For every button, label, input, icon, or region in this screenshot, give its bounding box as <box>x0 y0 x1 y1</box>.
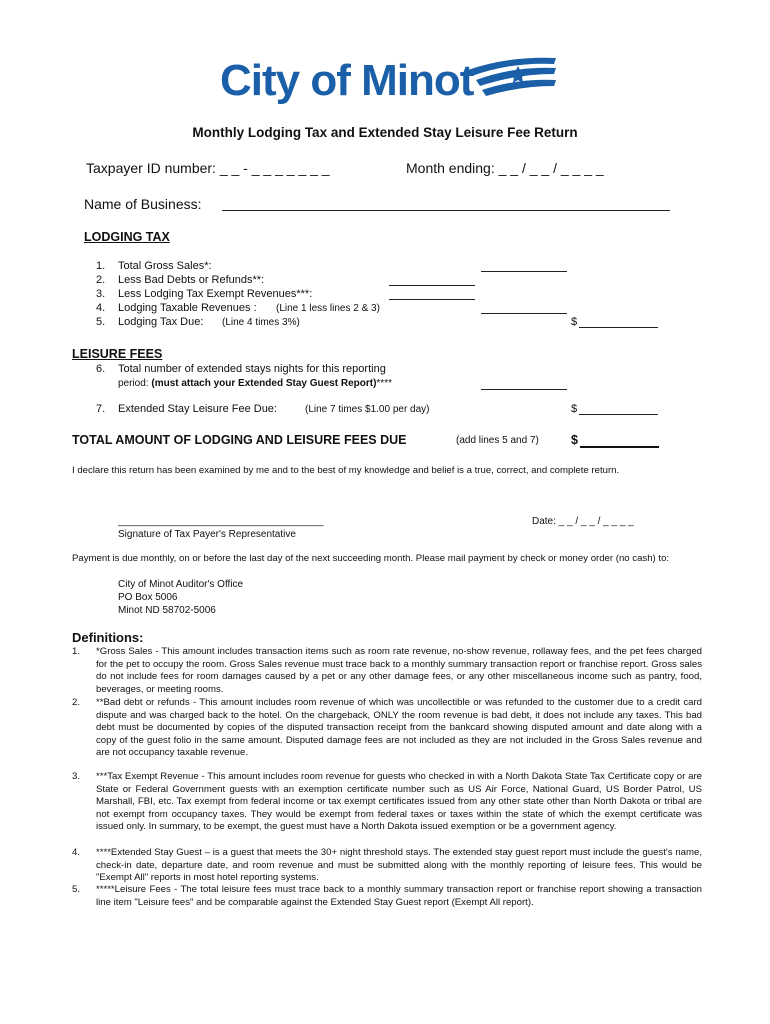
payment-instructions: Payment is due monthly, on or before the last day of the next succeeding month. Please mail payment by check or money order (no cash) to: <box>72 553 670 564</box>
business-name-label: Name of Business: <box>84 196 202 212</box>
lodging-item-num: 1. <box>96 260 106 272</box>
taxable-revenues-input-line[interactable] <box>481 313 567 314</box>
lodging-item-num: 2. <box>96 274 106 286</box>
leisure-item-label: Extended Stay Leisure Fee Due: <box>118 403 277 415</box>
definition-num: 4. <box>72 847 81 858</box>
definition-num: 1. <box>72 646 81 657</box>
address-line: PO Box 5006 <box>118 592 178 603</box>
exempt-revenues-input-line[interactable] <box>389 299 475 300</box>
lodging-item-num: 5. <box>96 316 106 328</box>
leisure-item-num: 6. <box>96 363 106 375</box>
lodging-item-label: Lodging Tax Due: <box>118 316 204 328</box>
total-amount-note: (add lines 5 and 7) <box>456 435 539 446</box>
lodging-item-num: 3. <box>96 288 106 300</box>
month-ending-field[interactable]: Month ending: _ _ / _ _ / _ _ _ _ <box>406 160 604 176</box>
lodging-item-label: Less Lodging Tax Exempt Revenues***: <box>118 288 313 300</box>
total-amount-label: TOTAL AMOUNT OF LODGING AND LEISURE FEES DUE <box>72 433 407 447</box>
definition-num: 5. <box>72 884 81 895</box>
city-of-minot-logo <box>218 52 558 116</box>
lodging-item-num: 4. <box>96 302 106 314</box>
definition-num: 3. <box>72 771 81 782</box>
business-name-input-line[interactable] <box>222 210 670 211</box>
leisure-item-attach-note: (must attach your Extended Stay Guest Report) <box>151 378 377 389</box>
leisure-item-note: (Line 7 times $1.00 per day) <box>305 404 430 415</box>
lodging-item-note: (Line 4 times 3%) <box>222 317 300 328</box>
bad-debts-input-line[interactable] <box>389 285 475 286</box>
definition-bad-debt: **Bad debt or refunds - This amount includes room revenue of which was uncollectible or was refunded to the customer due to a credit card dispute and was charged back to the hotel. On the chargeback, ONLY the room revenue is bad debt, it does not include any taxes. This bad debt must be documented by copies of the disputed transaction receipt from the bankcard showing disputed amount and date along with a copy of the guest folio in the same amount. Disputed damage fees are not included as they are not included in the Gross Sales revenue and are not occupancy taxable revenue. <box>96 697 702 759</box>
lodging-tax-due-input-line[interactable] <box>579 327 658 328</box>
address-line: City of Minot Auditor's Office <box>118 579 244 590</box>
currency-symbol: $ <box>571 433 578 447</box>
logo-text: City of Minot <box>220 56 474 105</box>
leisure-fee-due-input-line[interactable] <box>579 414 658 415</box>
definitions-heading: Definitions: <box>72 630 144 645</box>
taxpayer-id-field[interactable]: Taxpayer ID number: _ _ - _ _ _ _ _ _ _ <box>86 160 330 176</box>
lodging-item-label: Less Bad Debts or Refunds**: <box>118 274 265 286</box>
leisure-fees-heading: LEISURE FEES <box>72 347 163 361</box>
address-line: Minot ND 58702-5006 <box>118 605 216 616</box>
signature-date-field[interactable]: Date: _ _ / _ _ / _ _ _ _ <box>532 516 634 527</box>
leisure-item-footnote: **** <box>376 378 392 389</box>
definition-gross-sales: *Gross Sales - This amount includes transaction items such as room rate revenue, no-show revenue, rollaway fees, and the pet fees charged for the pet to occupy the room. Gross Sales revenue must trace back to a monthly summary transaction report or franchise report. Gross sales do not include fees for room damages caused by a pet or any other damage fees, or any other miscellaneous income such as pantry, food, beverages, or meeting rooms. <box>96 646 702 695</box>
currency-symbol: $ <box>571 316 578 328</box>
lodging-tax-heading: LODGING TAX <box>84 230 170 244</box>
leisure-item-label: Total number of extended stays nights for this reporting <box>118 363 386 375</box>
definition-tax-exempt: ***Tax Exempt Revenue - This amount includes room revenue for guests who checked in with a North Dakota State Tax Certificate copy or are State or Federal Government guests with an exemption certificate number such as US Air Force, National Guard, US Border Patrol, US Marshall, FBI, etc. Tax exempt from federal income or tax exempt certificates issued from any other state other than North Dakota or tribal are not exempt from occupancy taxes. They would be exempt from federal taxes or taxes within the state of which the exempt certificate was issued only. In summary, to be exempt, the guest must have a North Dakota issued exemption or be a government agency. <box>96 771 702 833</box>
signature-label: Signature of Tax Payer's Representative <box>118 529 296 540</box>
signature-line[interactable]: _______________________________________ <box>118 516 324 527</box>
lodging-item-note: (Line 1 less lines 2 & 3) <box>276 303 380 314</box>
logo-star-icon <box>509 66 527 83</box>
currency-symbol: $ <box>571 403 578 415</box>
logo-swoosh-3 <box>482 80 556 96</box>
extended-stay-nights-input-line[interactable] <box>481 389 567 390</box>
definition-num: 2. <box>72 697 81 708</box>
definition-leisure-fees: *****Leisure Fees - The total leisure fees must trace back to a monthly summary transaction report or franchise report showing a transaction line item "Leisure fees" and be comparable against the Extended Stay Guest report (Exempt All report). <box>96 884 702 908</box>
lodging-item-label: Total Gross Sales*: <box>118 260 212 272</box>
lodging-item-label: Lodging Taxable Revenues : <box>118 302 257 314</box>
leisure-item-num: 7. <box>96 403 106 415</box>
definition-extended-stay: ****Extended Stay Guest – is a guest that meets the 30+ night threshold stays. The extended stay guest report must include the guest's name, check-in date, departure date, and room revenue and must be submitted along with the monthly reporting of leisure fees. This would be "Exempt All" reports in most hotel reporting systems. <box>96 847 702 884</box>
declaration-text: I declare this return has been examined by me and to the best of my knowledge and belief is a true, correct, and complete return. <box>72 465 620 476</box>
total-amount-input-line[interactable] <box>580 446 659 448</box>
gross-sales-input-line[interactable] <box>481 271 567 272</box>
leisure-item-period: period: <box>118 378 149 389</box>
page-title: Monthly Lodging Tax and Extended Stay Leisure Fee Return <box>192 125 578 140</box>
